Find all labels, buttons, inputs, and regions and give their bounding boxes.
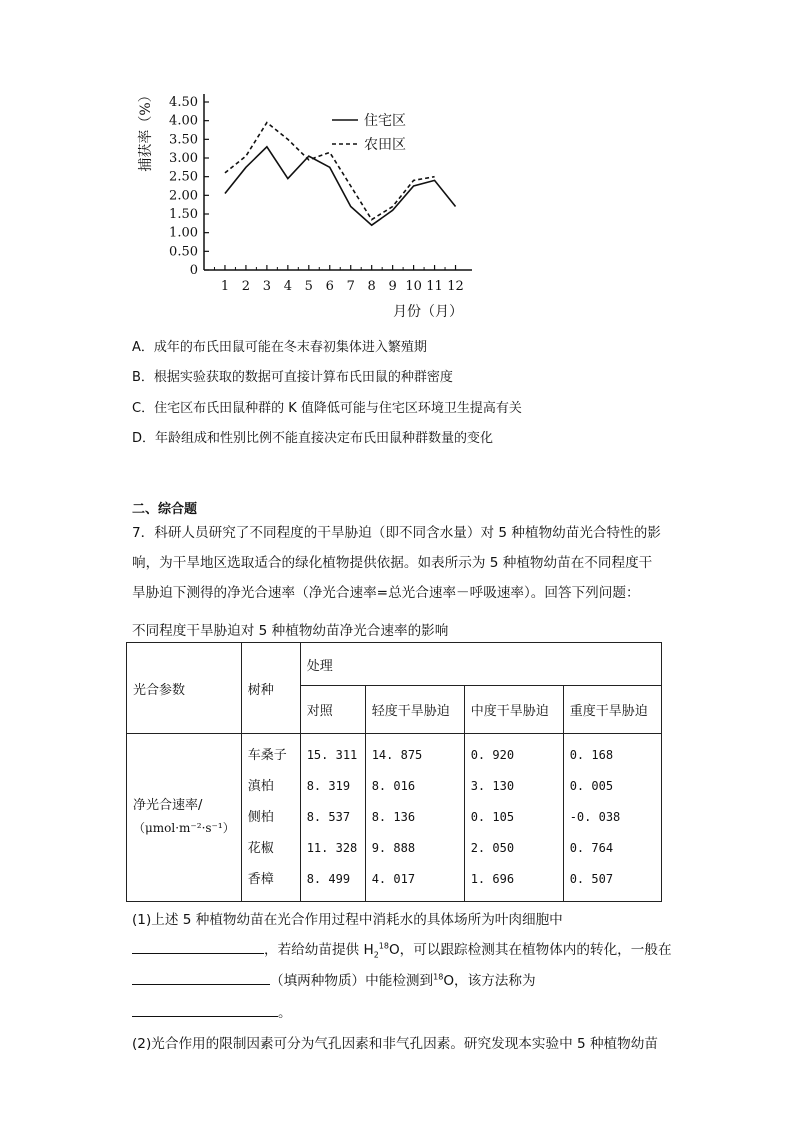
photosynthesis-table	[126, 642, 662, 902]
header-severe: 重度干旱胁迫	[563, 686, 661, 734]
chart-legend	[332, 113, 406, 153]
value-cell: 0. 105	[470, 810, 515, 824]
x-axis-label: 月份（月）	[393, 304, 463, 320]
y-tick-label: 0.50	[169, 244, 198, 260]
value-cell: 15. 311	[306, 748, 358, 762]
x-tick-label: 6	[325, 279, 334, 294]
answer-blank[interactable]	[132, 970, 270, 985]
subq1-line3	[132, 969, 536, 989]
subq2-line1: (2)光合作用的限制因素可分为气孔因素和非气孔因素。研究发现本实验中 5 种植物幼苗	[132, 1036, 658, 1052]
answer-blank[interactable]	[132, 1002, 278, 1017]
y-tick-label: 2.50	[169, 169, 198, 185]
control-col	[300, 734, 365, 902]
row-label-text: 净光合速率/	[133, 797, 203, 813]
light-col	[365, 734, 464, 902]
header-treatment: 处理	[300, 643, 661, 686]
moderate-col	[464, 734, 563, 902]
subq1-text-a: ，若给幼苗提供 H	[264, 942, 374, 958]
x-tick-label: 9	[388, 279, 397, 294]
answer-blank[interactable]	[132, 939, 264, 954]
value-cell: 14. 875	[371, 748, 423, 762]
value-cell: 9. 888	[371, 841, 416, 855]
subq1-text-c: （填两种物质）中能检测到	[270, 973, 434, 989]
isotope-superscript: 18	[378, 941, 389, 951]
subq1-text-d: O，该方法称为	[443, 973, 536, 989]
table-caption: 不同程度干旱胁迫对 5 种植物幼苗净光合速率的影响	[132, 623, 449, 639]
y-tick-label: 4.50	[169, 95, 198, 110]
y-tick-label: 2.00	[169, 188, 198, 204]
value-cell: 2. 050	[470, 841, 515, 855]
x-tick-label: 12	[447, 279, 464, 294]
subq1-line1: (1)上述 5 种植物幼苗在光合作用过程中消耗水的具体场所为叶肉细胞中	[132, 912, 563, 928]
value-cell: 0. 005	[569, 779, 614, 793]
question-7-stem: 7．科研人员研究了不同程度的干旱胁迫（即不同含水量）对 5 种植物幼苗光合特性的影响，为干旱地区选取适合的绿化植物提供依据。如表所示为 5 种植物幼苗在不同程度干旱胁迫下测得的净光合速率（净光合速率=总光合速率－呼吸速率）。回答下列问题：	[132, 525, 661, 601]
y-tick-label: 3.50	[169, 132, 198, 148]
species-cell: 滇柏	[247, 779, 274, 794]
value-cell: 3. 130	[470, 779, 515, 793]
x-tick-label: 2	[241, 279, 251, 294]
y-tick-label: 4.00	[169, 113, 198, 129]
x-tick-label: 11	[426, 279, 443, 294]
option-b: B．根据实验获取的数据可直接计算布氏田鼠的种群密度	[132, 370, 453, 385]
value-cell: 1. 696	[470, 872, 515, 886]
y-axis-label: 捕获率（%）	[138, 88, 154, 172]
series-line-1	[225, 147, 456, 225]
value-cell: -0. 038	[569, 810, 621, 824]
header-param: 光合参数	[127, 643, 242, 734]
x-tick-label: 7	[346, 279, 355, 294]
value-cell: 8. 136	[371, 810, 416, 824]
section-title: 二、综合题	[132, 502, 198, 517]
value-cell: 0. 507	[569, 872, 614, 886]
header-control: 对照	[300, 686, 365, 734]
y-tick-label: 0	[189, 263, 198, 278]
option-a: A．成年的布氏田鼠可能在冬末春初集体进入繁殖期	[132, 340, 427, 355]
header-moderate: 中度干旱胁迫	[464, 686, 563, 734]
subq1-end: 。	[278, 1005, 292, 1021]
option-d: D．年龄组成和性别比例不能直接决定布氏田鼠种群数量的变化	[132, 431, 494, 446]
value-cell: 4. 017	[371, 872, 416, 886]
value-cell: 0. 168	[569, 748, 614, 762]
row-label-unit: （μmol·m⁻²·s⁻¹）	[133, 820, 235, 835]
x-tick-label: 5	[304, 279, 313, 294]
chart-axes	[137, 88, 472, 320]
subq1-line4	[132, 1001, 292, 1021]
x-tick-label: 10	[405, 279, 422, 294]
value-cell: 8. 499	[306, 872, 351, 886]
capture-rate-chart	[120, 70, 490, 330]
value-cell: 8. 537	[306, 810, 351, 824]
isotope-superscript: 18	[433, 972, 444, 982]
option-c: C．住宅区布氏田鼠种群的 K 值降低可能与住宅区环境卫生提高有关	[132, 401, 522, 416]
y-tick-label: 3.00	[169, 151, 198, 166]
y-tick-label: 1.00	[169, 225, 198, 241]
x-tick-label: 1	[220, 279, 230, 294]
species-cell: 花椒	[247, 841, 274, 856]
row-label	[127, 734, 242, 902]
header-species: 树种	[241, 643, 300, 734]
legend-label: 农田区	[364, 137, 406, 153]
severe-col	[563, 734, 661, 902]
value-cell: 0. 920	[470, 748, 515, 762]
subq1-text-b: O，可以跟踪检测其在植物体内的转化，一般在	[388, 942, 672, 958]
value-cell: 0. 764	[569, 841, 614, 855]
x-tick-label: 8	[367, 279, 376, 294]
species-cell: 车桑子	[247, 748, 287, 763]
legend-label: 住宅区	[364, 113, 406, 129]
species-col	[241, 734, 300, 902]
chart-marks	[225, 123, 456, 226]
value-cell: 11. 328	[306, 841, 358, 855]
header-light: 轻度干旱胁迫	[365, 686, 464, 734]
subq1-line2	[132, 938, 672, 960]
x-tick-label: 3	[262, 279, 272, 294]
h2-subscript: 2	[373, 950, 379, 960]
species-cell: 香樟	[247, 872, 274, 887]
value-cell: 8. 016	[371, 779, 416, 793]
y-tick-label: 1.50	[169, 207, 198, 222]
value-cell: 8. 319	[306, 779, 351, 793]
x-tick-label: 4	[283, 279, 292, 294]
species-cell: 侧柏	[247, 810, 274, 825]
